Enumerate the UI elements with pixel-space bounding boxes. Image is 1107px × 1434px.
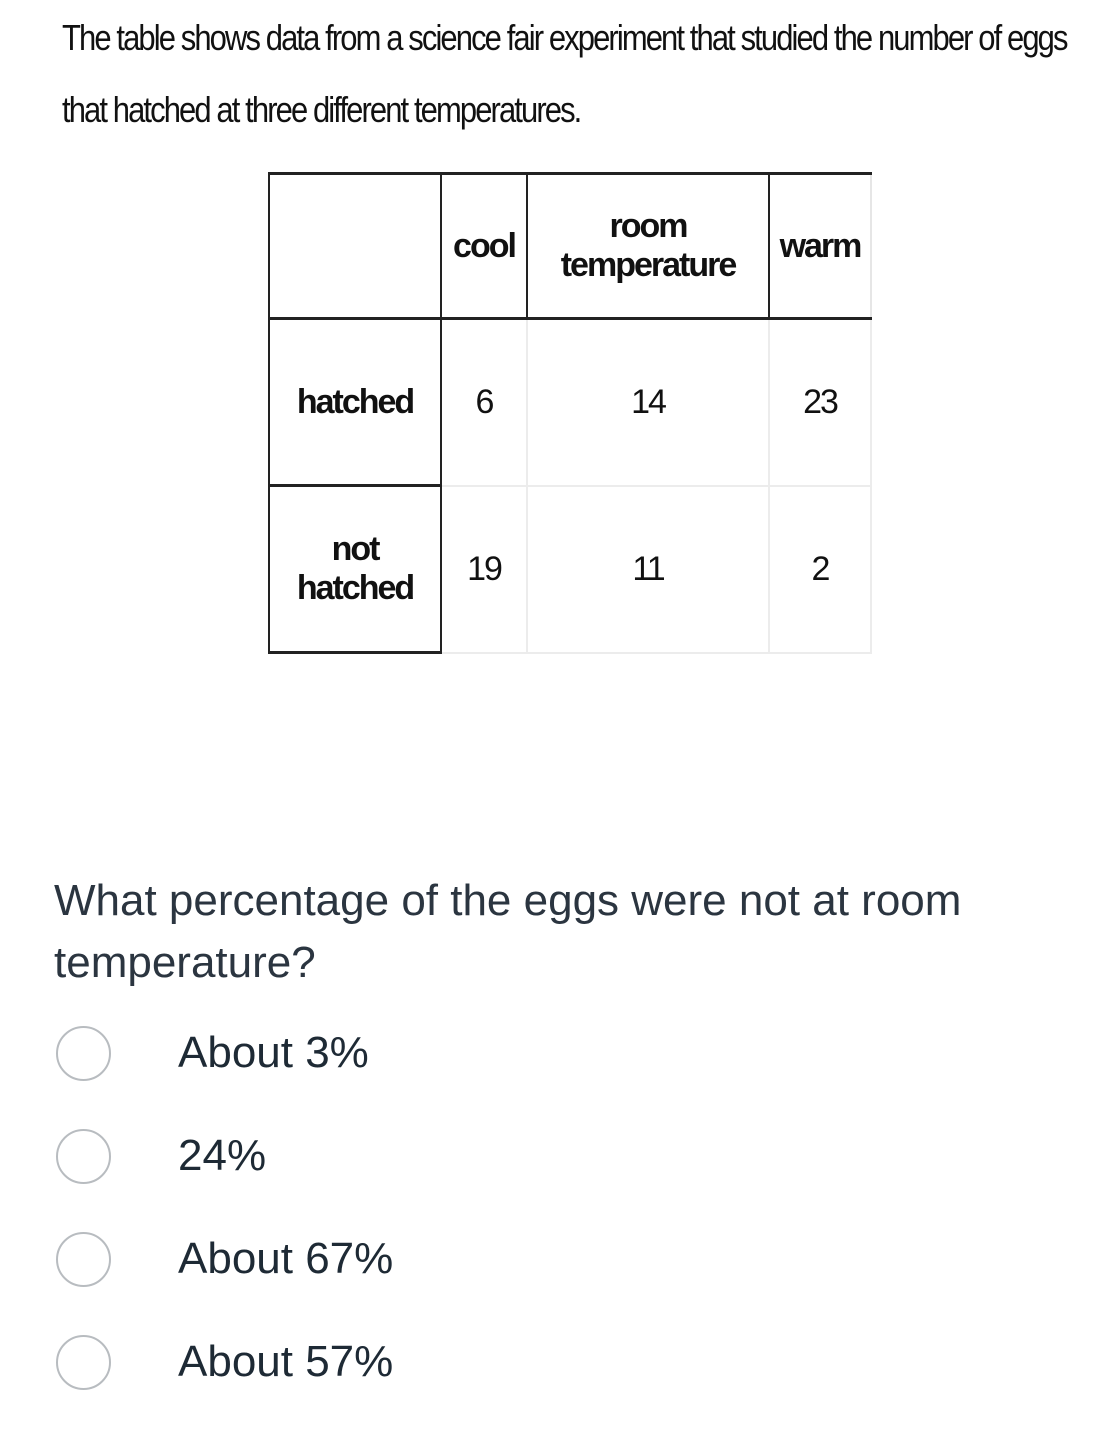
column-header-warm: warm bbox=[769, 174, 871, 319]
cell-hatched-cool: 6 bbox=[441, 319, 527, 486]
column-header-cool: cool bbox=[441, 174, 527, 319]
answer-option-label[interactable]: 24% bbox=[178, 1131, 267, 1180]
cell-not-hatched-room-temperature: 11 bbox=[527, 486, 769, 653]
answer-option[interactable] bbox=[56, 1125, 856, 1228]
cell-hatched-room-temperature: 14 bbox=[527, 319, 769, 486]
radio-button[interactable] bbox=[56, 1026, 111, 1081]
table-row bbox=[269, 319, 871, 486]
column-header-room-temperature: room temperature bbox=[527, 174, 769, 319]
radio-button[interactable] bbox=[56, 1335, 111, 1390]
answer-option[interactable] bbox=[56, 1022, 856, 1125]
table-corner-cell bbox=[269, 174, 441, 319]
radio-button[interactable] bbox=[56, 1232, 111, 1287]
answer-options bbox=[56, 1022, 856, 1434]
cell-not-hatched-warm: 2 bbox=[769, 486, 871, 653]
row-label-hatched: hatched bbox=[269, 319, 441, 486]
answer-option[interactable] bbox=[56, 1331, 856, 1434]
answer-option-label[interactable]: About 67% bbox=[178, 1234, 394, 1283]
egg-data-table bbox=[268, 172, 872, 654]
row-label-not-hatched: not hatched bbox=[269, 486, 441, 653]
answer-option-label[interactable]: About 3% bbox=[178, 1028, 369, 1077]
answer-option-label[interactable]: About 57% bbox=[178, 1337, 394, 1386]
question-text: What percentage of the eggs were not at room temperature? bbox=[54, 876, 962, 987]
table-row bbox=[269, 486, 871, 653]
cell-hatched-warm: 23 bbox=[769, 319, 871, 486]
intro-text: The table shows data from a science fair experiment that studied the number of eggs that hatched at three different temperatures. bbox=[62, 17, 1067, 130]
radio-button[interactable] bbox=[56, 1129, 111, 1184]
cell-not-hatched-cool: 19 bbox=[441, 486, 527, 653]
table-header-row bbox=[269, 174, 871, 319]
answer-option[interactable] bbox=[56, 1228, 856, 1331]
